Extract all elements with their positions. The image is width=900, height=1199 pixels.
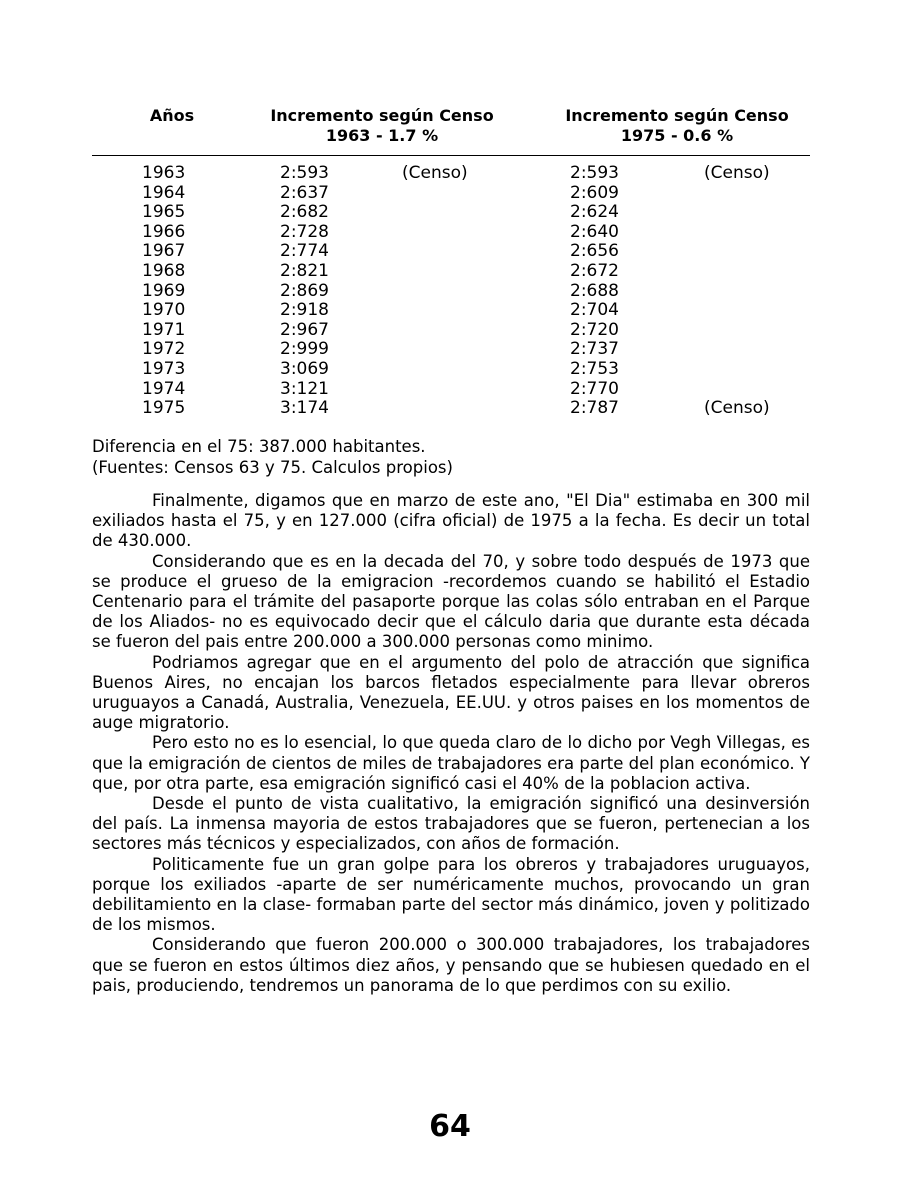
census-1975-header-line-1: Incremento según Censo — [565, 106, 789, 125]
census-1975-value-cell: 2:688 — [570, 280, 619, 301]
table-row — [92, 282, 810, 302]
census-1963-value-cell: 2:728 — [280, 221, 329, 242]
census-1963-value-cell: 2:821 — [280, 260, 329, 281]
census-1963-header-line-1: Incremento según Censo — [270, 106, 494, 125]
year-cell: 1965 — [142, 202, 186, 223]
paragraph: Podriamos agregar que en el argumento del polo de atracción que significa Buenos Aires, no encajan los barcos fletados especialmente para llevar obreros uruguayos a Canadá, Australia, Venezuela, EE.UU. y otros paises en los momentos de auge migratorio. — [92, 652, 810, 733]
table-row — [92, 301, 810, 321]
census-1975-value-cell: 2:609 — [570, 182, 619, 203]
years-column-header: Años — [149, 106, 195, 125]
census-1975-value-cell: 2:704 — [570, 300, 619, 321]
year-cell: 1964 — [142, 182, 186, 203]
census-1975-value-cell: 2:720 — [570, 319, 619, 340]
year-cell: 1973 — [142, 358, 186, 379]
census-table-header — [92, 100, 810, 156]
table-row — [92, 203, 810, 223]
census-1963-value-cell: 2:637 — [280, 182, 329, 203]
census-1963-value-cell: 3:121 — [280, 378, 329, 399]
census-1963-column-header — [252, 106, 512, 146]
census-1963-value-cell: 3:069 — [280, 358, 329, 379]
paragraph: Finalmente, digamos que en marzo de este ano, "El Dia" estimaba en 300 mil exiliados hasta el 75, y en 127.000 (cifra oficial) de 1975 a la fecha. Es decir un total de 430.000. — [92, 491, 810, 551]
census-1963-value-cell: 2:869 — [280, 280, 329, 301]
census-1963-value-cell: 2:593 — [280, 163, 329, 183]
census-1975-note-cell: (Censo) — [704, 163, 770, 183]
body-text — [92, 491, 810, 996]
census-1975-value-cell: 2:770 — [570, 378, 619, 399]
table-row — [92, 360, 810, 380]
census-1963-value-cell: 2:999 — [280, 339, 329, 360]
year-cell: 1967 — [142, 241, 186, 262]
table-row — [92, 164, 810, 184]
table-notes — [92, 436, 810, 478]
census-1975-value-cell: 2:787 — [570, 398, 619, 419]
year-cell: 1974 — [142, 378, 186, 399]
census-1975-value-cell: 2:624 — [570, 202, 619, 223]
year-cell: 1970 — [142, 300, 186, 321]
census-1963-header-line-2: 1963 - 1.7 % — [325, 126, 439, 145]
year-cell: 1975 — [142, 398, 186, 419]
table-row — [92, 399, 810, 419]
table-row — [92, 262, 810, 282]
census-1975-value-cell: 2:640 — [570, 221, 619, 242]
census-1963-value-cell: 2:918 — [280, 300, 329, 321]
difference-note: Diferencia en el 75: 387.000 habitantes. — [92, 437, 426, 456]
table-row — [92, 242, 810, 262]
table-row — [92, 380, 810, 400]
header-divider — [92, 155, 810, 156]
paragraph: Considerando que es en la decada del 70, y sobre todo después de 1973 que se produce el grueso de la emigracion -recordemos cuando se habilitó el Estadio Centenario para el trámite del pasaporte porque las colas sólo entraban en el Parque de los Aliados- no es equivocado decir que el cálculo daria que durante esta década se fueron del pais entre 200.000 a 300.000 personas como minimo. — [92, 551, 810, 652]
table-row — [92, 321, 810, 341]
page-number: 64 — [429, 1109, 471, 1144]
year-cell: 1963 — [142, 163, 186, 183]
paragraph: Pero esto no es lo esencial, lo que queda claro de lo dicho por Vegh Villegas, es que la emigración de cientos de miles de trabajadores era parte del plan económico. Y que, por otra parte, esa emigración significó casi el 40% de la poblacion activa. — [92, 733, 810, 793]
table-row — [92, 223, 810, 243]
census-1963-value-cell: 3:174 — [280, 398, 329, 419]
year-cell: 1969 — [142, 280, 186, 301]
census-1975-value-cell: 2:656 — [570, 241, 619, 262]
year-cell: 1968 — [142, 260, 186, 281]
census-1975-note-cell: (Censo) — [704, 398, 770, 419]
census-1975-value-cell: 2:753 — [570, 358, 619, 379]
table-row — [92, 184, 810, 204]
census-1975-value-cell: 2:672 — [570, 260, 619, 281]
paragraph: Politicamente fue un gran golpe para los obreros y trabajadores uruguayos, porque los exiliados -aparte de ser numéricamente muchos, provocando un gran debilitamiento en la clase- formaban parte del sector más dinámico, joven y politizado de los mismos. — [92, 854, 810, 935]
census-1975-value-cell: 2:593 — [570, 163, 619, 183]
census-1963-value-cell: 2:682 — [280, 202, 329, 223]
year-cell: 1966 — [142, 221, 186, 242]
year-cell: 1971 — [142, 319, 186, 340]
census-1975-header-line-2: 1975 - 0.6 % — [620, 126, 734, 145]
census-1975-value-cell: 2:737 — [570, 339, 619, 360]
census-1975-column-header — [547, 106, 807, 146]
census-table-body — [92, 164, 810, 419]
paragraph: Considerando que fueron 200.000 o 300.000 trabajadores, los trabajadores que se fueron en estos últimos diez años, y pensando que se hubiesen quedado en el pais, produciendo, tendremos un panorama de lo que perdimos con su exilio. — [92, 935, 810, 995]
year-cell: 1972 — [142, 339, 186, 360]
table-row — [92, 340, 810, 360]
sources-note: (Fuentes: Censos 63 y 75. Calculos propios) — [92, 458, 453, 477]
census-1963-value-cell: 2:967 — [280, 319, 329, 340]
paragraph: Desde el punto de vista cualitativo, la emigración significó una desinversión del país. La inmensa mayoria de estos trabajadores que se fueron, pertenecian a los sectores más técnicos y especializados, con años de formación. — [92, 794, 810, 854]
census-1963-note-cell: (Censo) — [402, 163, 468, 183]
census-1963-value-cell: 2:774 — [280, 241, 329, 262]
